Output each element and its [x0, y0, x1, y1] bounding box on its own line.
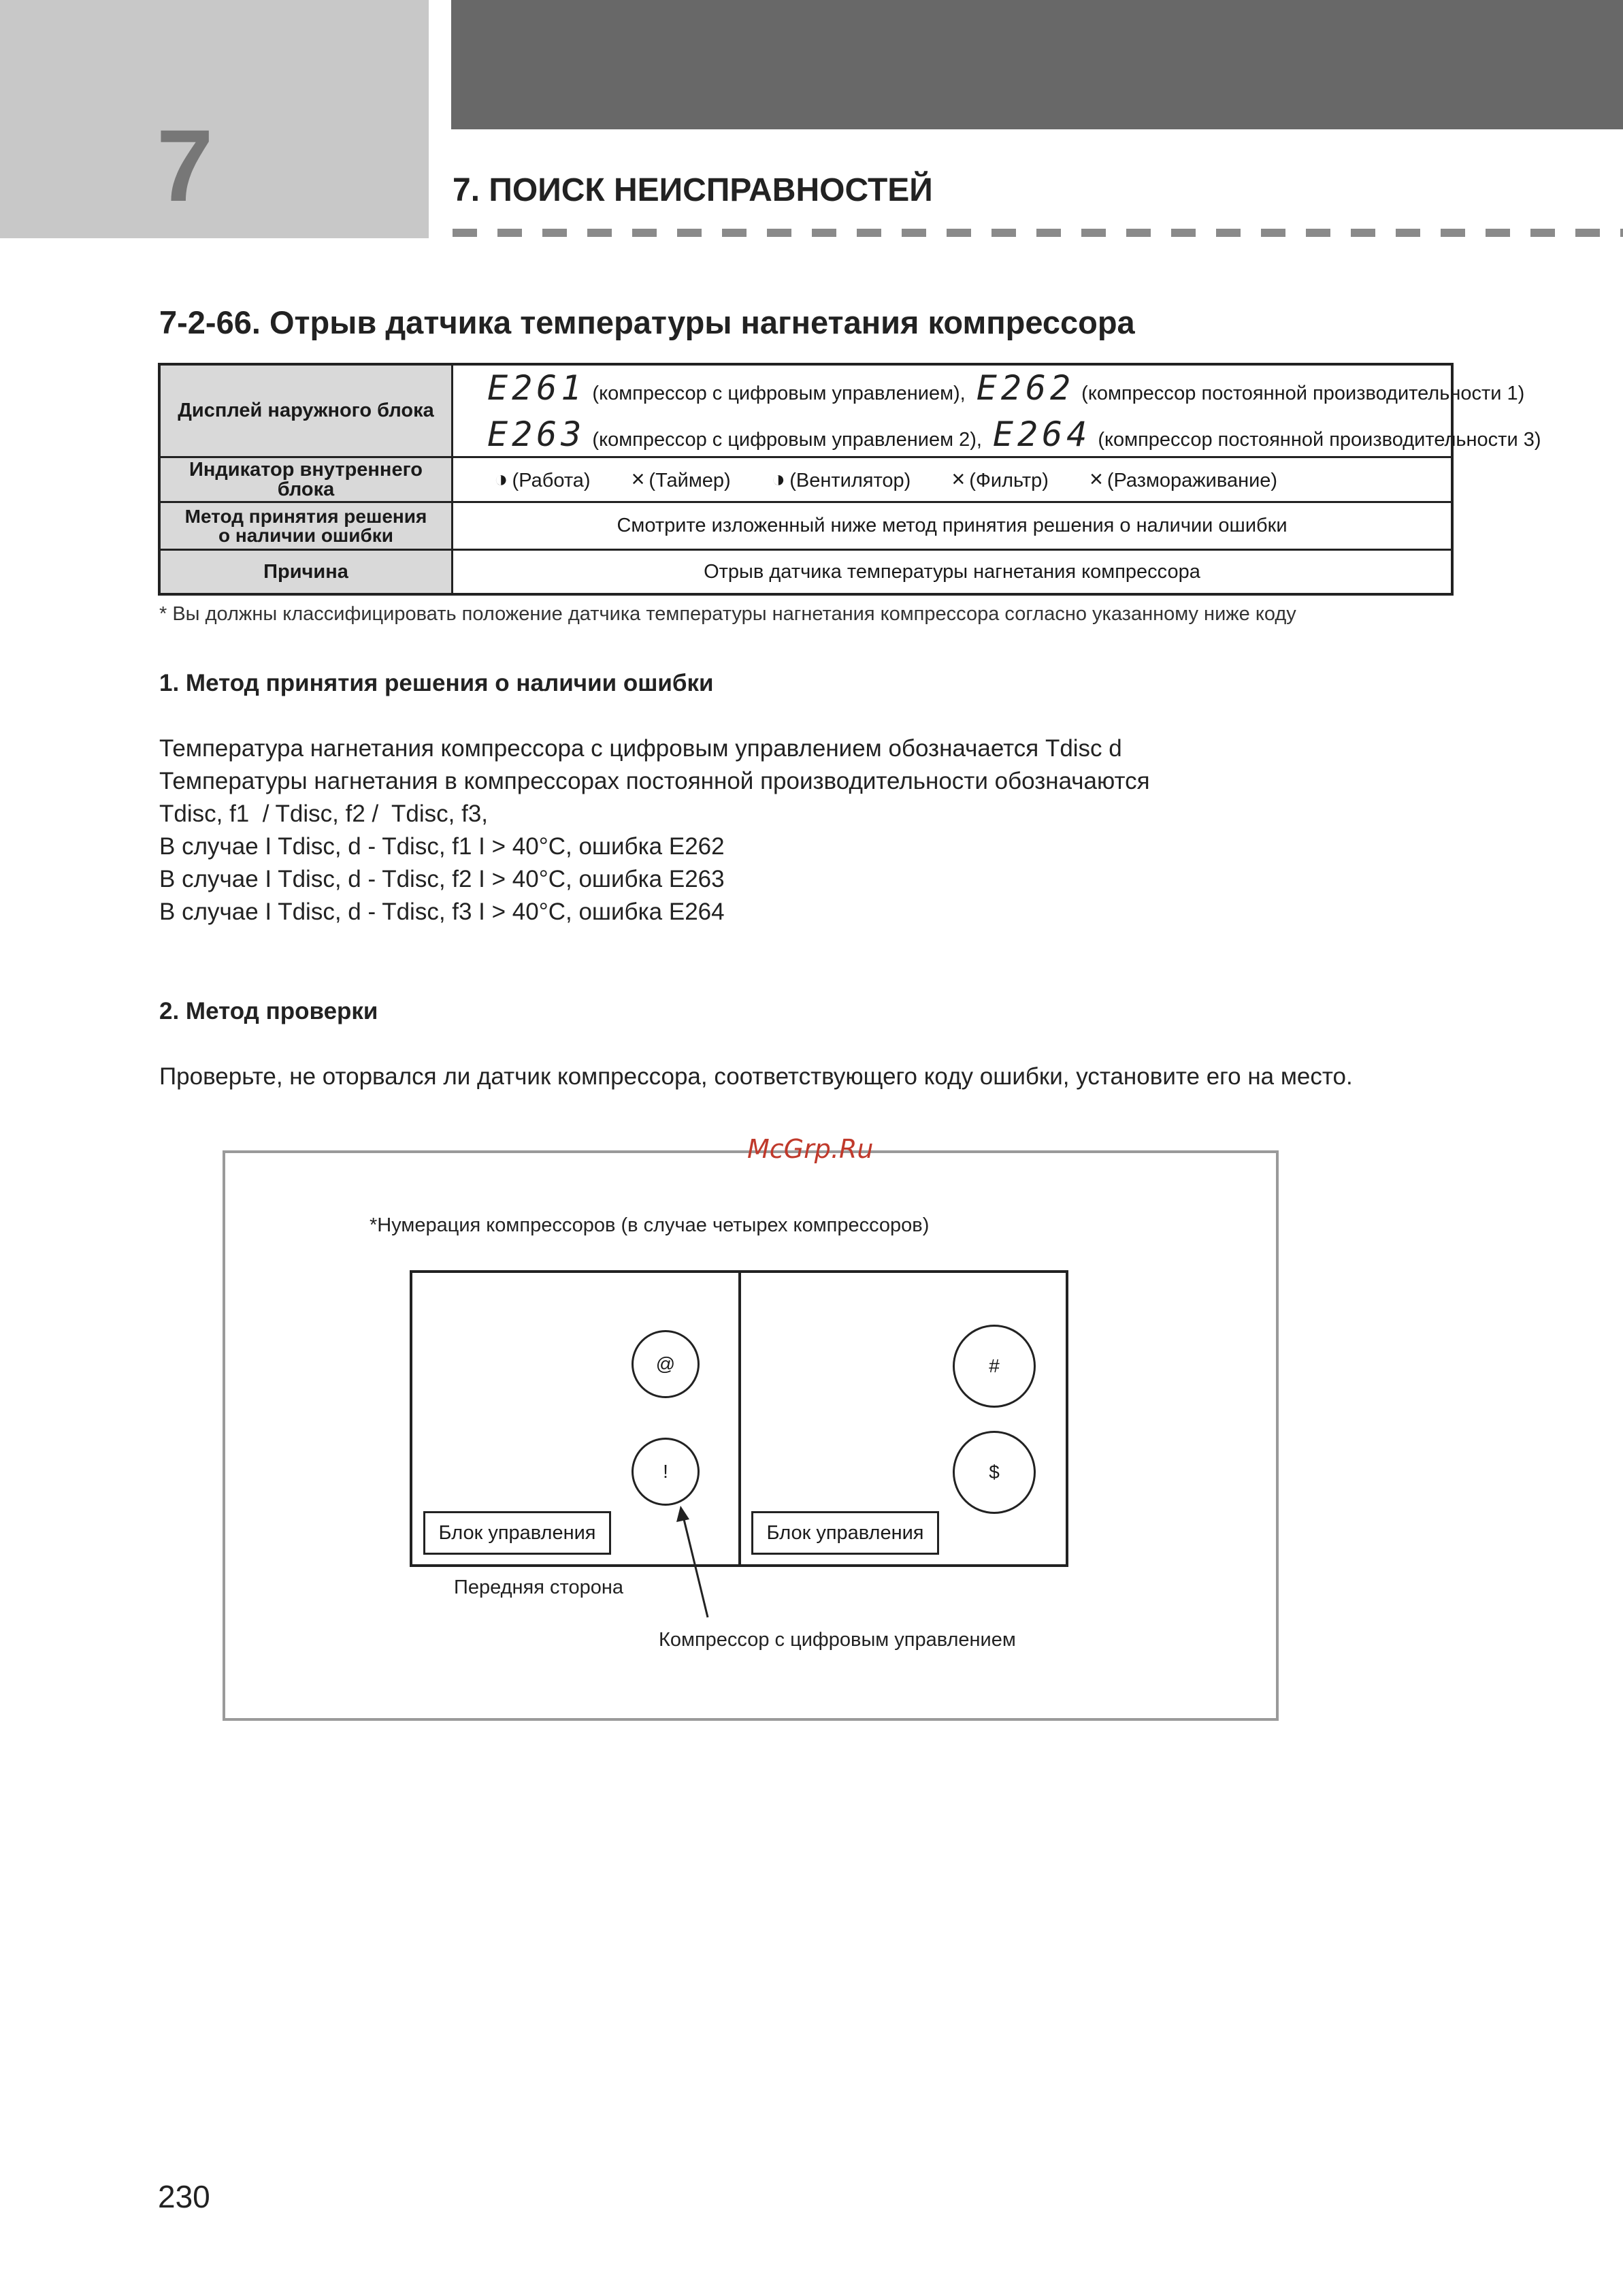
error-code: E261 [487, 368, 586, 408]
front-side-label: Передняя сторона [454, 1577, 623, 1598]
cross-icon: × [951, 466, 966, 492]
chapter-title: 7. ПОИСК НЕИСПРАВНОСТЕЙ [453, 172, 933, 208]
control-box-right: Блок управления [751, 1511, 939, 1555]
indicator-filter: × (Фильтр) [951, 466, 1049, 492]
error-code-desc: (компрессор с цифровым управлением 2), [592, 428, 982, 451]
error-code: E264 [992, 414, 1092, 454]
chapter-number: 7 [157, 108, 214, 223]
digital-compressor-arrow [683, 1517, 708, 1617]
section1-heading: 1. Метод принятия решения о наличии ошибки [159, 670, 714, 696]
error-code: E262 [976, 368, 1075, 408]
table-header-method: Метод принятия решения о наличии ошибки [161, 503, 453, 549]
section1-line: В случае I Tdisc, d - Tdisc, f3 I > 40°C, ошибка E264 [159, 899, 725, 925]
table-note: * Вы должны классифицировать положение датчика температуры нагнетания компрессора согласно указанному ниже коду [159, 603, 1296, 625]
table-header-display: Дисплей наружного блока [161, 366, 453, 456]
section1-line: В случае I Tdisc, d - Tdisc, f1 I > 40°C, ошибка E262 [159, 833, 725, 860]
method-value: Смотрите изложенный ниже метод принятия решения о наличии ошибки [617, 515, 1288, 536]
table-header-indicator: Индикатор внутреннего блока [161, 458, 453, 501]
diagram-caption: *Нумерация компрессоров (в случае четырех компрессоров) [370, 1214, 930, 1236]
error-code-desc: (компрессор постоянной производительности 1) [1081, 382, 1525, 404]
control-box-left: Блок управления [423, 1511, 611, 1555]
half-circle-icon: ◑ [494, 466, 508, 492]
section2-text: Проверьте, не оторвался ли датчик компрессора, соответствующего коду ошибки, установите его на место. [159, 1063, 1353, 1090]
indicator-defrost: × (Размораживание) [1089, 466, 1278, 492]
section1-line: Температуры нагнетания в компрессорах постоянной производительности обозначаются [159, 768, 1150, 794]
section1-line: В случае I Tdisc, d - Tdisc, f2 I > 40°C, ошибка E263 [159, 866, 725, 892]
half-circle-icon: ◑ [771, 466, 786, 492]
error-code-desc: (компрессор постоянной производительности 3) [1098, 428, 1541, 451]
section1-line: Tdisc, f1 / Tdisc, f2 / Tdisc, f3, [159, 801, 489, 827]
cross-icon: × [631, 466, 645, 492]
cause-value: Отрыв датчика температуры нагнетания компрессора [704, 560, 1200, 583]
digital-compressor-label: Компрессор с цифровым управлением [659, 1629, 1016, 1651]
compressor-dollar: $ [953, 1431, 1036, 1514]
indicator-timer: × (Таймер) [631, 466, 731, 492]
page-number: 230 [158, 2179, 210, 2214]
section2-heading: 2. Метод проверки [159, 998, 378, 1024]
error-code-desc: (компрессор с цифровым управлением), [592, 382, 966, 404]
indicator-operation: ◑ (Работа) [494, 466, 591, 492]
section-title: 7-2-66. Отрыв датчика температуры нагнетания компрессора [159, 304, 1135, 340]
watermark: McGrp.Ru [747, 1134, 874, 1164]
compressor-at: @ [632, 1330, 700, 1398]
section1-line: Температура нагнетания компрессора с цифровым управлением обозначается Tdisc d [159, 735, 1122, 762]
cross-icon: × [1089, 466, 1103, 492]
error-code: E263 [487, 414, 586, 454]
compressor-hash: # [953, 1325, 1036, 1408]
table-header-cause: Причина [161, 551, 453, 593]
arrow-head [676, 1506, 689, 1522]
compressor-exclamation: ! [632, 1438, 700, 1506]
indicator-fan: ◑ (Вентилятор) [771, 466, 911, 492]
